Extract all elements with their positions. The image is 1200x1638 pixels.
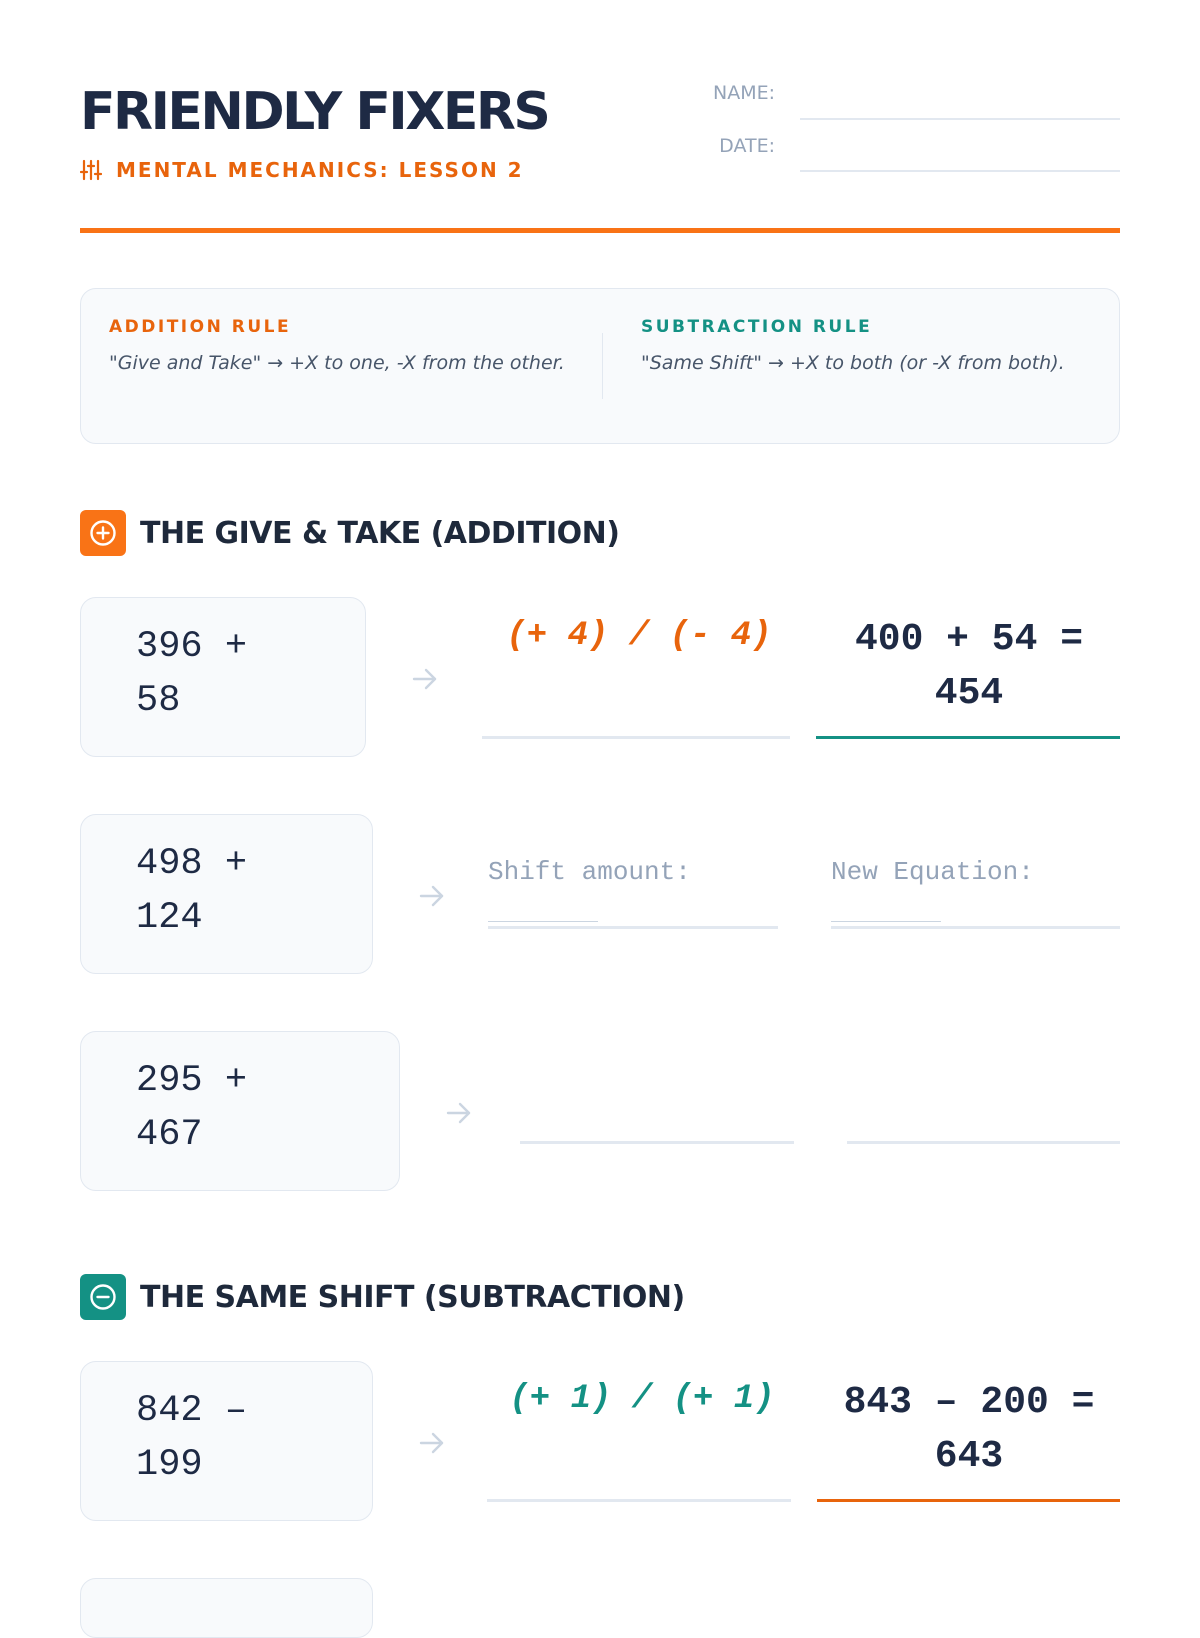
lesson-subtitle bbox=[80, 155, 524, 185]
problem-box bbox=[80, 1031, 400, 1191]
equation-result: 454 bbox=[934, 672, 1004, 715]
sliders-icon bbox=[80, 159, 102, 181]
arrow-right-icon bbox=[417, 881, 447, 911]
problem-line-2: 58 bbox=[136, 680, 181, 722]
problem-box bbox=[80, 1578, 373, 1638]
plus-circle-icon bbox=[80, 510, 126, 556]
equation-line-1: 843 – 200 = bbox=[843, 1381, 1095, 1424]
name-label: NAME: bbox=[712, 82, 775, 104]
subtraction-section-title: THE SAME SHIFT (SUBTRACTION) bbox=[140, 1279, 685, 1315]
shift-amount-answer: (+ 1) / (+ 1) bbox=[509, 1380, 775, 1418]
shift-amount-line[interactable] bbox=[487, 1499, 791, 1502]
minus-circle-icon bbox=[80, 1274, 126, 1320]
new-equation-line[interactable] bbox=[831, 926, 1120, 929]
problem-line-1: 396 + bbox=[136, 626, 248, 668]
equation-line-1: 400 + 54 = bbox=[854, 618, 1084, 661]
page-title: FRIENDLY FIXERS bbox=[80, 82, 549, 142]
addition-section-header bbox=[80, 510, 619, 556]
addition-rule bbox=[109, 317, 569, 380]
rules-box bbox=[80, 288, 1120, 444]
arrow-right-icon bbox=[417, 1428, 447, 1458]
problem-line-1: 842 – bbox=[136, 1390, 248, 1432]
date-label: DATE: bbox=[719, 135, 775, 157]
date-field[interactable] bbox=[800, 148, 1120, 172]
addition-rule-text: "Give and Take" → +X to one, -X from the other. bbox=[109, 352, 565, 374]
problem-box bbox=[80, 814, 373, 974]
shift-amount-line[interactable] bbox=[482, 736, 790, 739]
new-equation-line[interactable] bbox=[817, 1499, 1120, 1502]
addition-rule-title: ADDITION RULE bbox=[109, 317, 292, 337]
new-equation-placeholder: New Equation: bbox=[831, 857, 1034, 887]
shift-amount-line[interactable] bbox=[520, 1141, 794, 1144]
name-field[interactable] bbox=[800, 96, 1120, 120]
shift-amount-blank bbox=[488, 921, 598, 922]
shift-amount-placeholder: Shift amount: bbox=[488, 857, 691, 887]
problem-line-1: 498 + bbox=[136, 843, 248, 885]
problem-line-2: 124 bbox=[136, 897, 203, 939]
problem-line-1: 295 + bbox=[136, 1060, 248, 1102]
subtraction-rule bbox=[641, 317, 1101, 380]
addition-section-title: THE GIVE & TAKE (ADDITION) bbox=[140, 515, 620, 551]
subtraction-rule-title: SUBTRACTION RULE bbox=[641, 317, 873, 337]
arrow-right-icon bbox=[444, 1098, 474, 1128]
shift-amount-answer: (+ 4) / (- 4) bbox=[506, 617, 772, 655]
new-equation-blank bbox=[831, 921, 941, 922]
subtraction-section-header bbox=[80, 1274, 685, 1320]
problem-box bbox=[80, 1361, 373, 1521]
new-equation-line[interactable] bbox=[847, 1141, 1120, 1144]
arrow-right-icon bbox=[410, 664, 440, 694]
problem-line-2: 467 bbox=[136, 1114, 203, 1156]
worksheet bbox=[80, 0, 1120, 1600]
new-equation-answer bbox=[818, 613, 1120, 721]
header-divider bbox=[80, 228, 1120, 233]
lesson-subtitle-text: MENTAL MECHANICS: LESSON 2 bbox=[116, 158, 524, 182]
equation-result: 643 bbox=[934, 1435, 1004, 1478]
new-equation-answer bbox=[818, 1376, 1120, 1484]
problem-line-2: 199 bbox=[136, 1444, 203, 1486]
new-equation-line[interactable] bbox=[816, 736, 1120, 739]
problem-box bbox=[80, 597, 366, 757]
rules-divider bbox=[602, 333, 603, 399]
shift-amount-line[interactable] bbox=[488, 926, 778, 929]
subtraction-rule-text: "Same Shift" → +X to both (or -X from both). bbox=[641, 352, 1065, 374]
